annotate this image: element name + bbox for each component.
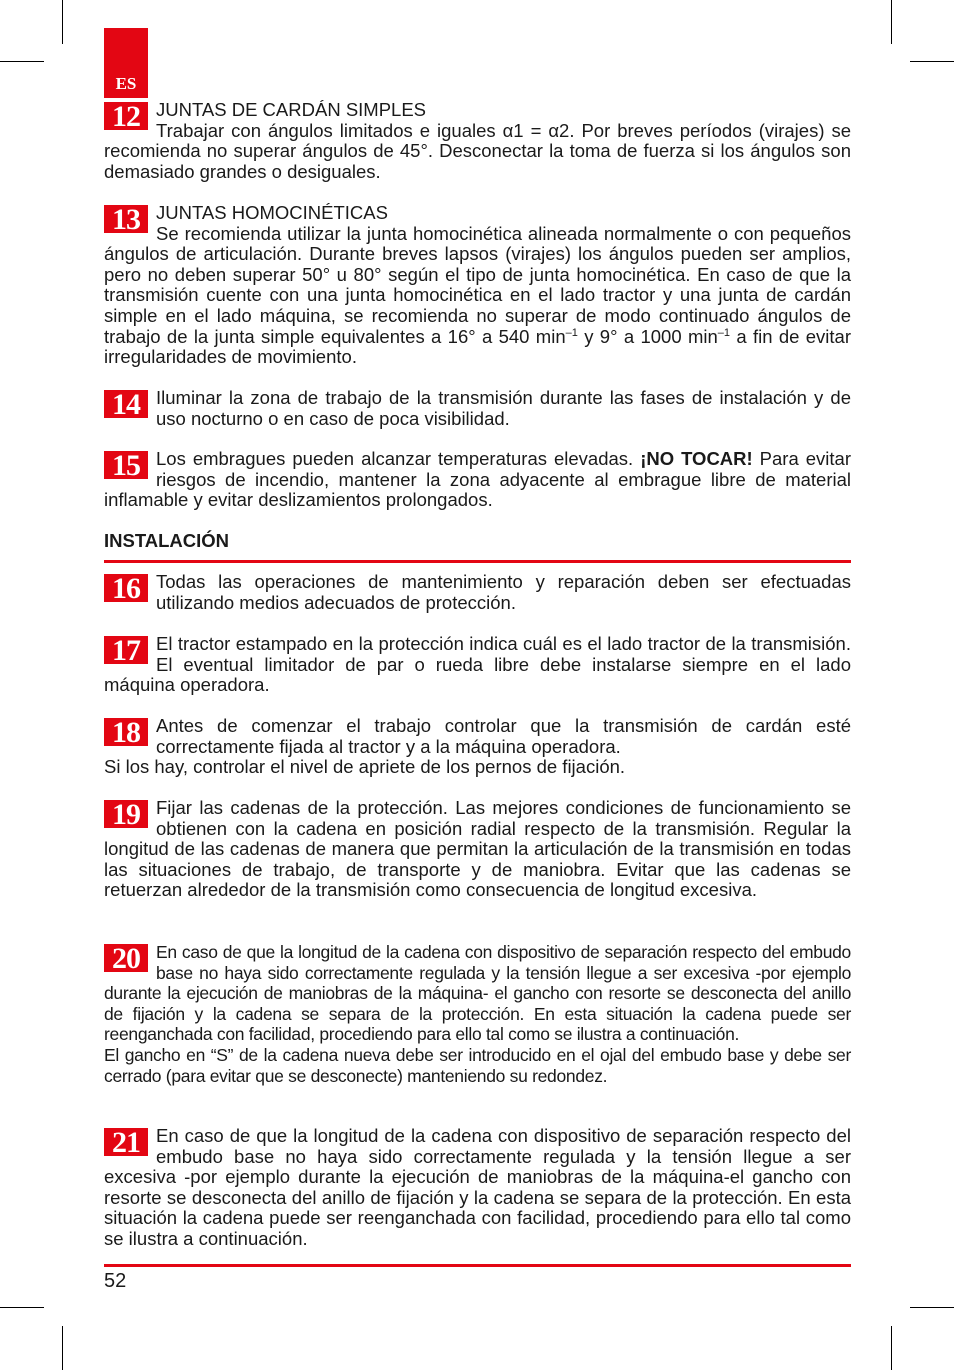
section-divider (104, 560, 851, 563)
item-number-badge: 15 (104, 451, 148, 479)
item-text: En caso de que la longitud de la cadena con dispositivo de separación respecto del embudo base no haya sido correctamente regulada y la tensión llegue a ser excesiva -por ejemplo durante la ejecución de maniobras de la máquina- el gancho con resorte se desconecta del anillo de fijación y la cadena se separa de la protección. En esta situación la cadena puede ser reenganchada con facilidad, procediendo para ello tal como se ilustra a continuación. (104, 942, 851, 1045)
item-number-badge: 17 (104, 636, 148, 664)
crop-mark (910, 61, 954, 62)
item-text: Todas las operaciones de mantenimiento y reparación deben ser efectuadas utilizando medios adecuados de protección. (156, 571, 851, 613)
item-text: Iluminar la zona de trabajo de la transmisión durante las fases de instalación y de uso nocturno o en caso de poca visibilidad. (156, 387, 851, 429)
language-tab: ES (104, 28, 148, 98)
item-text: Se recomienda utilizar la junta homocinética alineada normalmente o con pequeños ángulos de articulación. Durante breves lapsos (virajes) los ángulos pueden ser amplios, pero no deben superar 50° u 80° según el tipo de junta homocinética. En caso de que la transmisión cuente con una junta homocinética en el lado tractor y una junta de cardán simple en el lado máquina, se recomienda no superar de modo continuado ángulos de trabajo de la junta simple equivalentes a 16° a 540 $\min^{-1} y$ 9° a 1000 $\min^{-1} a$ fin de evitar irregularidades de movimiento. (104, 222, 852, 368)
item-13 (104, 203, 851, 368)
item-title: JUNTAS DE CARDÁN SIMPLES (156, 99, 427, 120)
item-text: Antes de comenzar el trabajo controlar que la transmisión de cardán esté correctamente fijada al tractor y a la máquina operadora. (156, 715, 851, 757)
item-15 (104, 449, 851, 511)
item-text: En caso de que la longitud de la cadena con dispositivo de separación respecto del embudo base no haya sido correctamente regulada y la tensión llegue a ser excesiva -por ejemplo durante la ejecución de maniobras de la máquina-el gancho con resorte se desconecta del anillo de fijación y la cadena se separa de la protección. En esta situación la cadena puede ser reenganchada con facilidad, procediendo para ello tal como se ilustra a continuación. (104, 1125, 851, 1249)
crop-mark (62, 1326, 63, 1370)
item-number-badge: 16 (104, 574, 148, 602)
item-12 (104, 100, 851, 182)
crop-mark (0, 61, 44, 62)
section-title: INSTALACIÓN (104, 530, 230, 551)
item-20 (104, 942, 851, 1086)
crop-mark (0, 1307, 44, 1308)
item-14 (104, 388, 851, 429)
item-number-badge: 21 (104, 1128, 148, 1156)
item-text: Trabajar con ángulos limitados e iguales α1 = α2. Por breves períodos (virajes) se recomienda no superar ángulos de 45°. Desconectar la toma de fuerza si los ángulos son demasiado grandes o desiguales. (104, 119, 851, 182)
item-number-badge: 18 (104, 718, 148, 746)
item-number-badge: 19 (104, 800, 148, 828)
warning-text: ¡NO TOCAR! (640, 448, 753, 469)
item-number-badge: 13 (104, 205, 148, 233)
item-18 (104, 716, 851, 778)
crop-mark (891, 0, 892, 44)
crop-mark (62, 0, 63, 44)
crop-mark (891, 1326, 892, 1370)
item-16 (104, 572, 851, 613)
crop-mark (910, 1307, 954, 1308)
item-text: El tractor estampado en la protección indica cuál es el lado tractor de la transmisión. El eventual limitador de par o rueda libre debe instalarse siempre en el lado máquina operadora. (104, 633, 851, 696)
page-number: 52 (104, 1270, 127, 1292)
item-text: El gancho en “S” de la cadena nueva debe ser introducido en el ojal del embudo base y debe ser cerrado (para evitar que se desconecte) manteniendo su redondez. (104, 1044, 851, 1086)
item-text: Fijar las cadenas de la protección. Las mejores condiciones de funcionamiento se obtienen con la cadena en posición radial respecto de la transmisión. Regular la longitud de las cadenas de manera que permitan la articulación de la transmisión en todas las situaciones de trabajo, de transporte y de maniobra. Evitar que las cadenas se retuerzan alrededor de la transmisión como consecuencia de longitud excesiva. (104, 797, 851, 901)
item-text: Los embragues pueden alcanzar temperaturas elevadas. ¡NO TOCAR! Para evitar riesgos de incendio, mantener la zona adyacente al embrague libre de material inflamable y evitar deslizamientos prolongados. (104, 448, 851, 511)
item-number-badge: 20 (104, 944, 148, 972)
item-text: Si los hay, controlar el nivel de apriete de los pernos de fijación. (104, 756, 626, 778)
item-19 (104, 798, 851, 901)
item-number-badge: 14 (104, 390, 148, 418)
item-21 (104, 1126, 851, 1250)
item-title: JUNTAS HOMOCINÉTICAS (156, 202, 388, 223)
item-number-badge: 12 (104, 102, 148, 130)
footer-divider (104, 1264, 851, 1267)
item-17 (104, 634, 851, 696)
